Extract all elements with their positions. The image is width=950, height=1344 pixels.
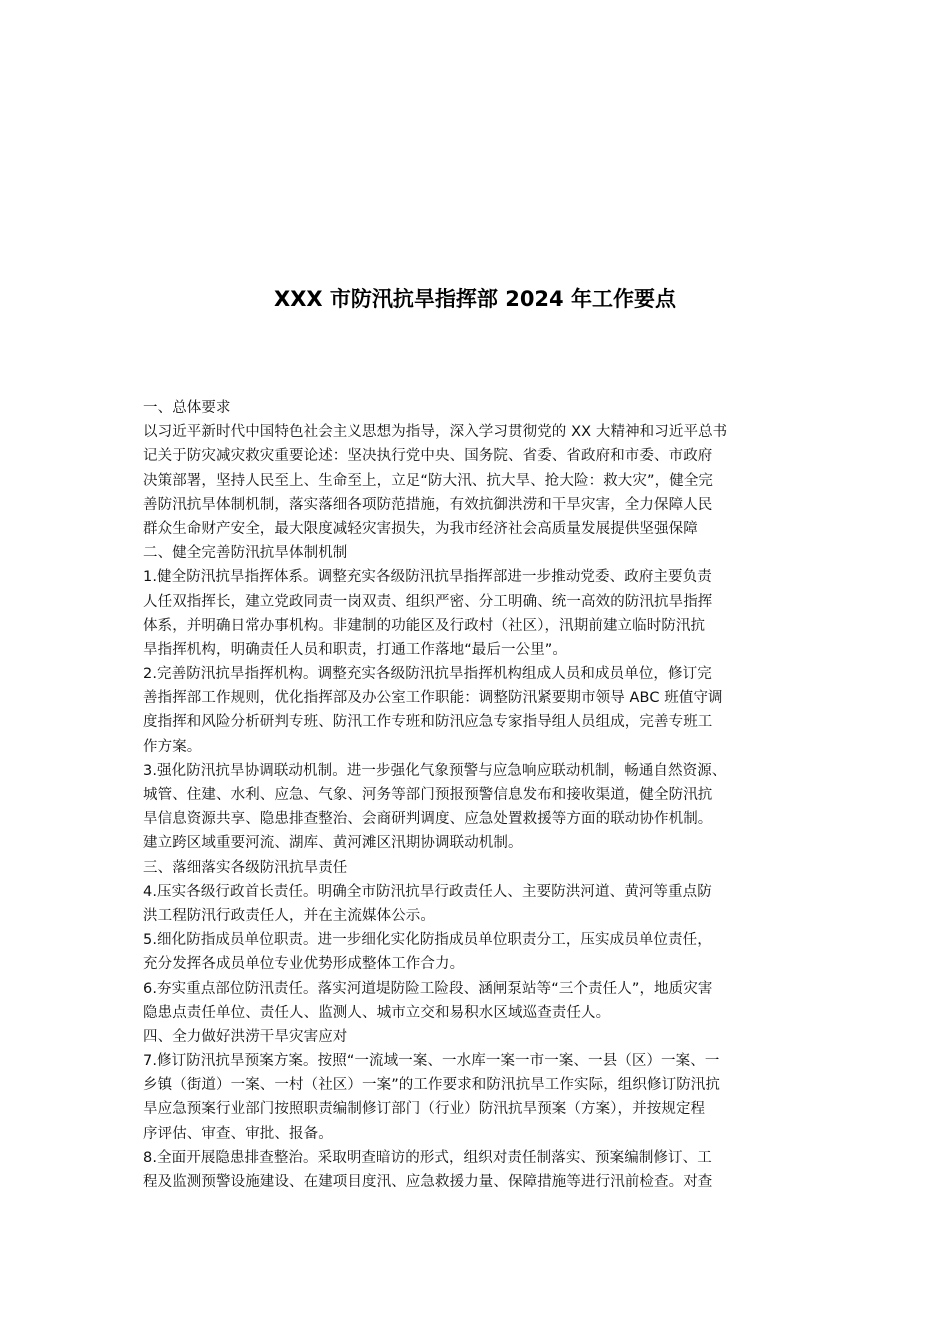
body-line: 5.细化防指成员单位职责。进一步细化实化防指成员单位职责分工，压实成员单位责任， bbox=[143, 932, 712, 949]
body-line: 建立跨区域重要河流、湖库、黄河滩区汛期协调联动机制。 bbox=[143, 835, 523, 852]
body-line: 作方案。 bbox=[143, 738, 202, 755]
body-line: 以习近平新时代中国特色社会主义思想为指导，深入学习贯彻党的 XX 大精神和习近平总书 bbox=[143, 424, 728, 441]
body-line: 群众生命财产安全，最大限度减轻灾害损失，为我市经济社会高质量发展提供坚强保障 bbox=[143, 520, 698, 537]
body-line: 1.健全防汛抗旱指挥体系。调整充实各级防汛抗旱指挥部进一步推动党委、政府主要负责 bbox=[143, 569, 712, 586]
body-line: 程及监测预警设施建设、在建项目度汛、应急救援力量、保障措施等进行汛前检查。对查 bbox=[143, 1174, 713, 1190]
body-line: 旱信息资源共享、隐患排查整治、会商研判调度、应急处置救援等方面的联动协作机制。 bbox=[143, 811, 713, 828]
document-body bbox=[143, 396, 813, 1194]
body-line: 2.完善防汛抗旱指挥机构。调整充实各级防汛抗旱指挥机构组成人员和成员单位，修订完 bbox=[143, 666, 712, 683]
body-line: 8.全面开展隐患排查整治。采取明查暗访的形式，组织对责任制落实、预案编制修订、工 bbox=[143, 1149, 712, 1166]
body-line: 人任双指挥长，建立党政同责一岗双责、组织严密、分工明确、统一高效的防汛抗旱指挥 bbox=[143, 593, 713, 610]
body-line: 决策部署，坚持人民至上、生命至上，立足“防大汛、抗大旱、抢大险：救大灾”，健全完 bbox=[143, 472, 714, 489]
body-line: 度指挥和风险分析研判专班、防汛工作专班和防汛应急专家指导组人员组成，完善专班工 bbox=[143, 714, 713, 731]
body-line: 洪工程防汛行政责任人，并在主流媒体公示。 bbox=[143, 907, 435, 924]
body-line: 7.修订防汛抗旱预案方案。按照“一流域一案、一水库一案一市一案、一县（区）一案、一 bbox=[143, 1053, 720, 1070]
document-title: XXX 市防汛抗旱指挥部 2024 年工作要点 bbox=[274, 287, 676, 311]
body-line: 3.强化防汛抗旱协调联动机制。进一步强化气象预警与应急响应联动机制，畅通自然资源、 bbox=[143, 762, 727, 779]
body-line: 充分发挥各成员单位专业优势形成整体工作合力。 bbox=[143, 956, 465, 973]
body-line: 二、健全完善防汛抗旱体制机制 bbox=[143, 545, 348, 562]
body-line: 城管、住建、水利、应急、气象、河务等部门预报预警信息发布和接收渠道，健全防汛抗 bbox=[143, 787, 713, 803]
body-line: 乡镇（街道）一案、一村（社区）一案”的工作要求和防汛抗旱工作实际，组织修订防汛抗 bbox=[143, 1077, 721, 1094]
body-line: 三、落细落实各级防汛抗旱责任 bbox=[143, 859, 348, 876]
body-line: 隐患点责任单位、责任人、监测人、城市立交和易积水区域巡查责任人。 bbox=[143, 1004, 611, 1021]
body-line: 4.压实各级行政首长责任。明确全市防汛抗旱行政责任人、主要防洪河道、黄河等重点防 bbox=[143, 883, 712, 900]
body-line: 序评估、审查、审批、报备。 bbox=[143, 1125, 333, 1142]
body-line: 6.夯实重点部位防汛责任。落实河道堤防险工险段、涵闸泵站等“三个责任人”，地质灾害 bbox=[143, 980, 713, 997]
body-line: 一、总体要求 bbox=[143, 400, 231, 416]
body-line: 旱应急预案行业部门按照职责编制修订部门（行业）防汛抗旱预案（方案），并按规定程 bbox=[143, 1101, 706, 1118]
body-line: 记关于防灾减灾救灾重要论述：坚决执行党中央、国务院、省委、省政府和市委、市政府 bbox=[143, 448, 713, 465]
body-line: 善防汛抗旱体制机制，落实落细各项防范措施，有效抗御洪涝和干旱灾害，全力保障人民 bbox=[143, 496, 713, 513]
body-line: 旱指挥机构，明确责任人员和职责，打通工作落地“最后一公里”。 bbox=[143, 641, 568, 658]
body-line: 四、全力做好洪涝干旱灾害应对 bbox=[143, 1028, 348, 1045]
body-line: 善指挥部工作规则，优化指挥部及办公室工作职能：调整防汛紧要期市领导 ABC 班值守调 bbox=[143, 690, 723, 707]
body-line: 体系，并明确日常办事机构。非建制的功能区及行政村（社区），汛期前建立临时防汛抗 bbox=[143, 617, 706, 634]
